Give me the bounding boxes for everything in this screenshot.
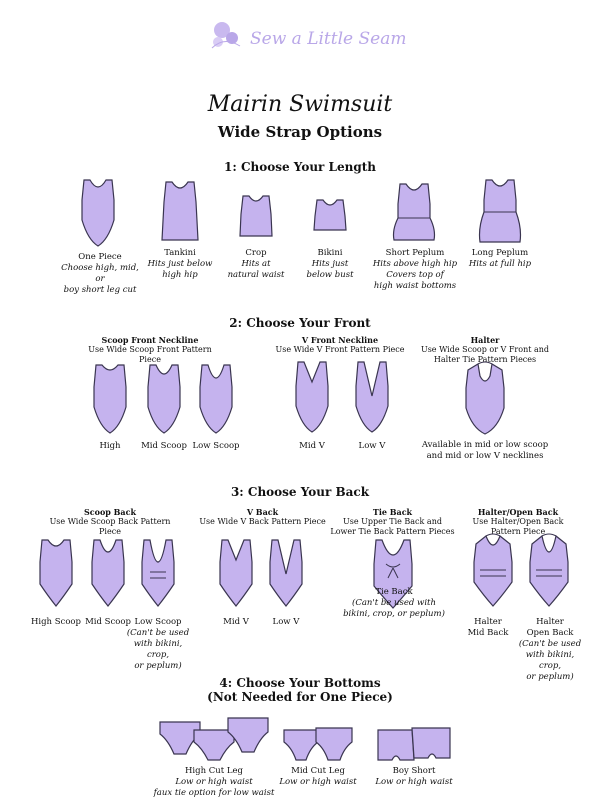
back-mid-v-label: Mid V	[223, 617, 249, 627]
length-one-piece-caption: One Piece Choose high, mid, or boy short leg cut	[61, 252, 139, 295]
length-bikini-caption: Bikini Hits just below bust	[306, 248, 354, 280]
front-low-scoop-label: Low Scoop	[192, 441, 240, 451]
bottoms-mid-cut-caption: Mid Cut Leg Low or high waist	[279, 766, 357, 787]
back-mid-scoop-icon	[88, 540, 128, 610]
section-back-heading: 3: Choose Your Back	[230, 485, 370, 499]
boy-short-bottoms-icon	[378, 728, 450, 764]
length-crop-caption: Crop Hits at natural waist	[227, 248, 285, 280]
back-low-v-icon	[266, 540, 306, 610]
front-halter-icon	[462, 362, 508, 436]
back-high-scoop-icon	[36, 540, 76, 610]
bottoms-boy-short-caption: Boy Short Low or high waist	[375, 766, 453, 787]
front-halter-note: Available in mid or low scoop and mid or low V necklines	[421, 440, 549, 461]
length-tankini-caption: Tankini Hits just below high hip	[147, 248, 213, 280]
front-low-v-label: Low V	[358, 441, 386, 451]
back-v-group-title: V Back Use Wide V Back Pattern Piece	[199, 507, 326, 526]
back-tie-group-title: Tie Back Use Upper Tie Back and Lower Tie Back Pattern Pieces	[330, 507, 455, 536]
bottoms-high-cut-caption: High Cut Leg Low or high waist faux tie option for low waist	[153, 766, 275, 798]
back-scoop-group-title: Scoop Back Use Wide Scoop Back Pattern Piece	[49, 507, 171, 536]
brand-logo	[0, 18, 600, 60]
tankini-top-icon	[160, 182, 200, 242]
short-peplum-top-icon	[392, 184, 436, 244]
back-low-v-label: Low V	[272, 617, 300, 627]
high-cut-leg-bottoms-icon	[160, 718, 268, 762]
mid-cut-leg-bottoms-icon	[284, 728, 352, 764]
crop-top-icon	[238, 196, 274, 240]
bikini-top-icon	[312, 200, 348, 234]
front-low-v-icon	[352, 362, 392, 434]
front-halter-group-title: Halter Use Wide Scoop or V Front and Halter Tie Pattern Pieces	[420, 335, 550, 364]
page-subtitle: Wide Strap Options	[217, 123, 383, 141]
front-mid-scoop-icon	[144, 365, 184, 435]
logo-text: Sew a Little Seam	[250, 29, 407, 49]
back-tie-caption: Tie Back (Can't be used with bikini, crop, or peplum)	[343, 587, 445, 619]
section-length-heading: 1: Choose Your Length	[223, 160, 376, 174]
long-peplum-top-icon	[478, 180, 522, 244]
back-low-scoop-icon	[138, 540, 178, 610]
one-piece-swimsuit-icon	[76, 180, 120, 248]
section-bottoms-heading: 4: Choose Your Bottoms (Not Needed for One Piece)	[207, 676, 393, 704]
front-v-group-title: V Front Neckline Use Wide V Front Pattern Piece	[275, 335, 405, 354]
front-high-scoop-icon	[90, 365, 130, 435]
back-halter-mid-icon	[470, 534, 516, 610]
back-halter-open-caption: Halter Open Back (Can't be used with bikini, crop, or peplum)	[518, 617, 582, 682]
front-scoop-group-title: Scoop Front Neckline Use Wide Scoop Front Pattern Piece	[88, 335, 212, 364]
page-title: Mairin Swimsuit	[207, 92, 393, 117]
back-low-scoop-caption: Low Scoop (Can't be used with bikini, crop, or peplum)	[126, 617, 190, 671]
floral-logo-icon	[210, 18, 407, 56]
length-short-peplum-caption: Short Peplum Hits above high hip Covers top of high waist bottoms	[372, 248, 458, 291]
length-long-peplum-caption: Long Peplum Hits at full hip	[468, 248, 532, 269]
back-halter-open-icon	[526, 534, 572, 610]
front-high-label: High	[99, 441, 121, 451]
back-mid-scoop-label: Mid Scoop	[85, 617, 131, 627]
front-low-scoop-icon	[196, 365, 236, 435]
section-front-heading: 2: Choose Your Front	[229, 316, 371, 330]
back-halter-group-title: Halter/Open Back Use Halter/Open Back Pattern Piece	[472, 507, 564, 536]
front-mid-v-label: Mid V	[299, 441, 325, 451]
back-mid-v-icon	[216, 540, 256, 610]
back-high-scoop-label: High Scoop	[30, 617, 81, 627]
back-halter-mid-caption: Halter Mid Back	[467, 617, 509, 638]
front-mid-scoop-label: Mid Scoop	[141, 441, 187, 451]
front-mid-v-icon	[292, 362, 332, 434]
